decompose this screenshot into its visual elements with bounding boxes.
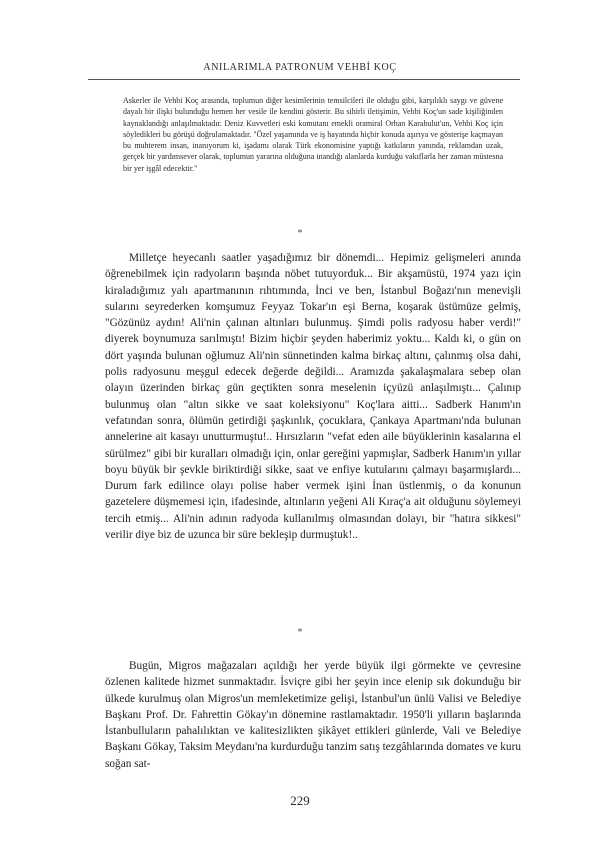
page-number: 229 (290, 793, 310, 808)
section-separator: * (297, 627, 303, 638)
body-section-2 (105, 658, 521, 772)
body-paragraph: Bugün, Migros mağazaları açıldığı her yerde büyük ilgi görmekte ve çevresine özlenen kalitede hizmet sunmaktadır. İsviçre gibi her şeyin ince elenip sık dokunduğu bir ülkede kurulmuş olan Migros'un memleketimize gelişi, İstanbul'un ünlü Valisi ve Belediye Başkanı Prof. Dr. Fahrettin Gökay'ın dönemine rastlamaktadır. 1950'li yılların başlarında İstanbulluların pahalılıktan ve kalitesizlikten şikâyet ettikleri günlerde, Vali ve Belediye Başkanı Gökay, Taksim Meydanı'na kurdurduğu tanzim satış tezgâhlarında domates ve kuru soğan sat- (105, 660, 521, 770)
body-section-1 (105, 250, 521, 543)
running-head: ANILARIMLA PATRONUM VEHBİ KOÇ (203, 62, 397, 73)
quote-paragraph: Askerler ile Vehbi Koç arasında, toplumun diğer kesimlerinin temsilcileri ile olduğu gibi, karşılıklı saygı ve güvene dayalı bir ilişki bulunduğu hemen her vesile ile kendini gösterir. Bu sihirli iletişimin, Vehbi Koç'un sade kişiliğinden kaynaklandığı anlaşılmaktadır. Deniz Kuvvetleri eski komutanı emekli oramiral Orhan Karabulut'un, Vehbi Koç için söyledikleri bu görüşü doğrulamaktadır. "Özel yaşamında ve iş hayatında hiçbir konuda aşırıya ve gösterişe kaçmayan bu muhterem insan, inanıyorum ki, işadamı olarak Türk ekonomisine yaptığı katkıların yanında, reklamdan uzak, gerçek bir yardımsever olarak, toplumun yararına olduğuna inandığı alanlarda kurduğu vakıflarla her zaman müstesna bir yer işgâl edecektir." (123, 96, 503, 173)
body-paragraph: Milletçe heyecanlı saatler yaşadığımız bir dönemdi... Hepimiz gelişmeleri anında öğrenebilmek için radyoların başında nöbet tutuyorduk... Bir akşamüstü, 1974 yazı için kiraladığımız yalı apartmanının rıhtımında, İnci ve ben, İstanbul Boğazı'nın menevişli sularını seyrederken komşumuz Feyyaz Tokar'ın eşi Berna, koşarak üstümüze gelmiş, "Gözünüz aydın! Ali'nin çalınan altınları bulunmuş. Şimdi polis radyosu haber verdi!" diyerek boynumuza sarılmıştı! Bizim hiçbir şeyden haberimiz yoktu... Kaldı ki, o gün on dört yaşında bulunan oğlumuz Ali'nin sünnetinden kalma birkaç altını, çalınmış olsa dahi, polis radyosunu meşgul edecek değerde değildi... Aramızda şakalaşmalara sebep olan olayın üzerinden birkaç gün geçtikten sonra meselenin içyüzü anlaşılmıştı... Çalınıp bulunmuş olan "altın sikke ve saat koleksiyonu" Koç'lara aitti... Sadberk Hanım'ın vefatından sonra, ölümün getirdiği şaşkınlık, çocuklara, Çankaya Apartmanı'nda bulunan annelerine ait kasayı unutturmuştu!.. Hırsızların "vefat eden aile büyüklerinin kasalarına el sürülmez" gibi bir kuralları olmadığı için, onlar gereğini yapmışlar, Sadberk Hanım'ın yıllar boyu büyük bir şevkle biriktirdiği sikke, saat ve enfiye kutularını çalmayı başarmışlardı... Durum fark edilince olayı polise haber vermek işini İnan üstlenmiş, o da konunun gazetelere düşmemesi için, ifadesinde, altınların yeğeni Ali Kıraç'a ait olduğunu söylemeyi tercih etmiş... Ali'nin adının radyoda kullanılmış olmasından dolayı, bir "hatıra sikkesi" verilir diye biz de uzunca bir süre bekleşip durmuştuk!.. (105, 252, 521, 542)
quote-block (123, 95, 503, 174)
section-separator: * (297, 228, 303, 239)
header-rule (88, 79, 520, 80)
